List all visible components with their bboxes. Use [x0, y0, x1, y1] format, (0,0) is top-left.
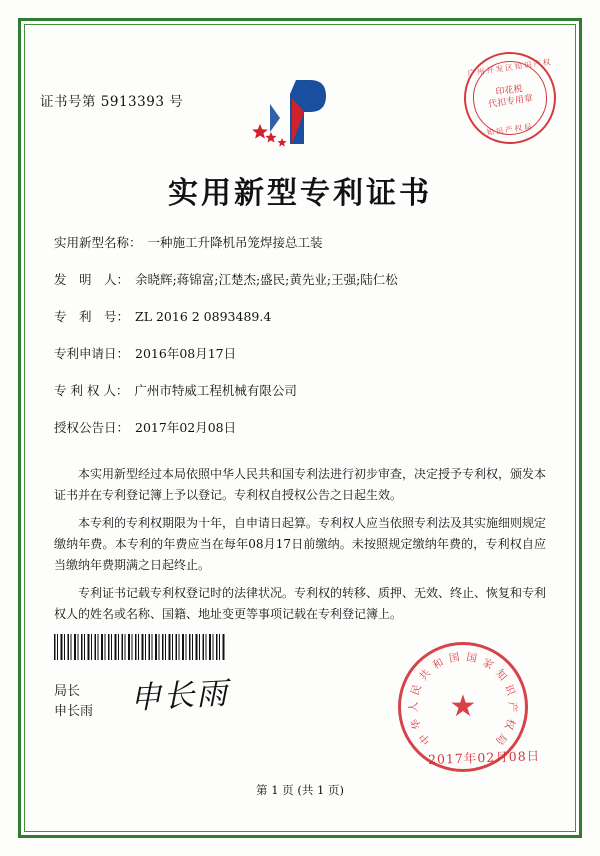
seal-char: 国: [448, 651, 461, 666]
stamp-duty-seal: [464, 52, 556, 144]
field-value: 余晓辉;蒋锦富;江楚杰;盛民;黄先业;王强;陆仁松: [135, 272, 398, 287]
seal-char: 中: [417, 730, 434, 747]
field-label: 专 利 号：: [54, 309, 130, 324]
seal-char: 人: [407, 701, 420, 713]
field-label: 发 明 人：: [54, 272, 130, 287]
seal-char: 权: [502, 716, 517, 731]
field-row: [54, 382, 546, 400]
legal-text-block: [54, 464, 546, 632]
seal-char: 产: [506, 701, 519, 713]
field-row: [54, 271, 546, 289]
field-row: [54, 419, 546, 437]
certificate-fields: [54, 234, 546, 456]
seal-date: 2017年02月08日: [427, 748, 541, 767]
page-title: 实用新型专利证书: [168, 176, 432, 211]
page-footer: 第 1 页 (共 1 页): [256, 783, 344, 797]
legal-paragraph: 专利证书记载专利权登记时的法律状况。专利权的转移、质押、无效、终止、恢复和专利权人的姓名或名称、国籍、地址变更等事项记载在专利登记簿上。: [54, 586, 547, 621]
seal-center-line1: 印花税: [495, 84, 524, 98]
legal-paragraph: 本实用新型经过本局依照中华人民共和国专利法进行初步审查，决定授予专利权，颁发本证书并在专利登记簿上予以登记。专利权自授权公告之日起生效。: [54, 467, 547, 502]
seal-char: 知: [492, 667, 509, 684]
signature-block: [54, 682, 93, 722]
seal-arc-bottom-text: 知识产权局: [485, 121, 535, 138]
seal-char: 华: [409, 716, 424, 731]
field-row: [54, 345, 546, 363]
field-label: 实用新型名称：: [54, 235, 142, 250]
field-value: 2017年02月08日: [135, 420, 237, 435]
field-label: 专 利 权 人：: [54, 383, 129, 398]
seal-arc-top-text: 广州开发区知识产权: [467, 57, 553, 78]
seal-char: 局: [492, 730, 509, 747]
seal-char: 识: [502, 683, 517, 698]
field-value: 2016年08月17日: [135, 346, 237, 361]
certificate-content: [34, 34, 566, 822]
director-title-label: 局长: [54, 684, 81, 699]
director-name-label: 申长雨: [54, 704, 94, 719]
field-value: 广州市特威工程机械有限公司: [134, 383, 297, 398]
field-label: 专利申请日：: [54, 346, 130, 361]
director-handwritten-signature: 申长雨: [129, 675, 231, 717]
barcode: [54, 634, 226, 660]
field-value: 一种施工升降机吊笼焊接总工装: [147, 235, 323, 250]
field-row: [54, 234, 546, 252]
seal-char: 共: [417, 667, 434, 684]
field-row: [54, 308, 546, 326]
legal-paragraph: 本专利的专利权期限为十年，自申请日起算。专利权人应当依照专利法及其实施细则规定缴纳年费。本专利的年费应当在每年08月17日前缴纳。未按照规定缴纳年费的，专利权自应当缴纳年费期满之日起终止。: [54, 516, 547, 572]
patent-office-logo-icon: [240, 74, 360, 154]
seal-center-line2: 代扣专用章: [487, 93, 534, 111]
star-icon: ★: [449, 689, 477, 724]
seal-char: 家: [480, 656, 496, 672]
seal-char: 民: [409, 683, 424, 698]
seal-char: 国: [465, 651, 478, 666]
field-value: ZL 2016 2 0893489.4: [135, 309, 272, 324]
seal-char: 和: [430, 656, 446, 672]
field-label: 授权公告日：: [54, 420, 130, 435]
certificate-serial-number: 证书号第 5913393 号: [40, 94, 184, 110]
